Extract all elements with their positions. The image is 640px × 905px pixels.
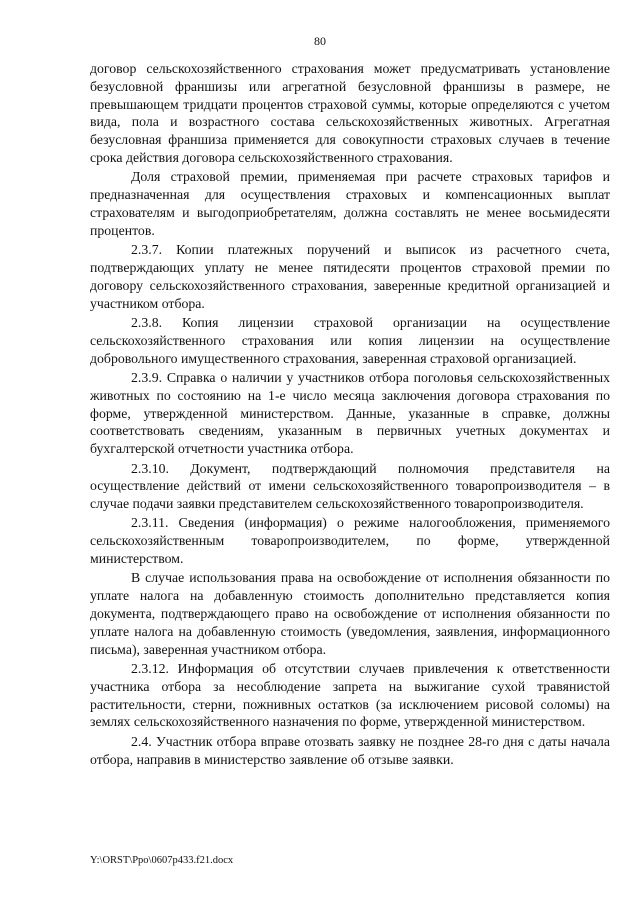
document-body xyxy=(90,60,610,770)
paragraph-2-3-10: 2.3.10. Документ, подтверждающий полномочия представителя на осуществление действий от имени сельскохозяйственного товаропроизводителя – в случае подачи заявки представителем сельскохозяйственного товаропроизводителя. xyxy=(90,460,610,512)
paragraph-2-3-11: 2.3.11. Сведения (информация) о режиме налогообложения, применяемого сельскохозяйственным товаропроизводителем, по форме, утвержденной министерством. xyxy=(90,515,610,567)
paragraph-2-3-8: 2.3.8. Копия лицензии страховой организации на осуществление сельскохозяйственного страхования или копия лицензии на осуществление добровольного имущественного страхования, заверенная страховой организацией. xyxy=(90,314,610,366)
paragraph-franchise: договор сельскохозяйственного страхования может предусматривать установление безусловной франшизы или агрегатной безусловной франшизы в размере, не превышающем тридцати процентов страховой суммы, которые определяются с учетом вида, пола и возрастного состава сельскохозяйственных животных. Агрегатная безусловная франшиза применяется для совокупности страховых случаев в течение срока действия договора сельскохозяйственного страхования. xyxy=(90,61,610,165)
footer-file-path: Y:\ORST\Ppo\0607p433.f21.docx xyxy=(90,855,234,866)
paragraph-2-3-9: 2.3.9. Справка о наличии у участников отбора поголовья сельскохозяйственных животных по состоянию на 1-е число месяца заключения договора страхования по форме, утвержденной министерством. Данные, указанные в справке, должны соответствовать сведениям, указанным в первичных учетных документах и бухгалтерской отчетности участника отбора. xyxy=(90,369,610,457)
page-number: 80 xyxy=(314,34,326,48)
paragraph-vat-exemption: В случае использования права на освобождение от исполнения обязанности по уплате налога на добавленную стоимость дополнительно представляется копия документа, подтверждающего право на освобождение от исполнения обязанности по уплате налога на добавленную стоимость (уведомления, заявления, информационного письма), заверенная участником отбора. xyxy=(90,570,610,657)
paragraph-2-3-12: 2.3.12. Информация об отсутствии случаев привлечения к ответственности участника отбора за несоблюдение запрета на выжигание сухой травянистой растительности, стерни, пожнивных остатков (за исключением рисовой соломы) на землях сельскохозяйственного назначения по форме, утвержденной министерством. xyxy=(90,661,610,730)
paragraph-2-4: 2.4. Участник отбора вправе отозвать заявку не позднее 28-го дня с даты начала отбора, направив в министерство заявление об отзыве заявки. xyxy=(90,733,610,767)
paragraph-premium-share: Доля страховой премии, применяемая при расчете страховых тарифов и предназначенная для осуществления страховых и компенсационных выплат страхователям и выгодоприобретателям, должна составлять не менее восьмидесяти процентов. xyxy=(90,169,610,238)
paragraph-2-3-7: 2.3.7. Копии платежных поручений и выписок из расчетного счета, подтверждающих уплату не менее пятидесяти процентов страховой премии по договору сельскохозяйственного страхования, заверенные кредитной организацией и участником отбора. xyxy=(90,242,610,311)
